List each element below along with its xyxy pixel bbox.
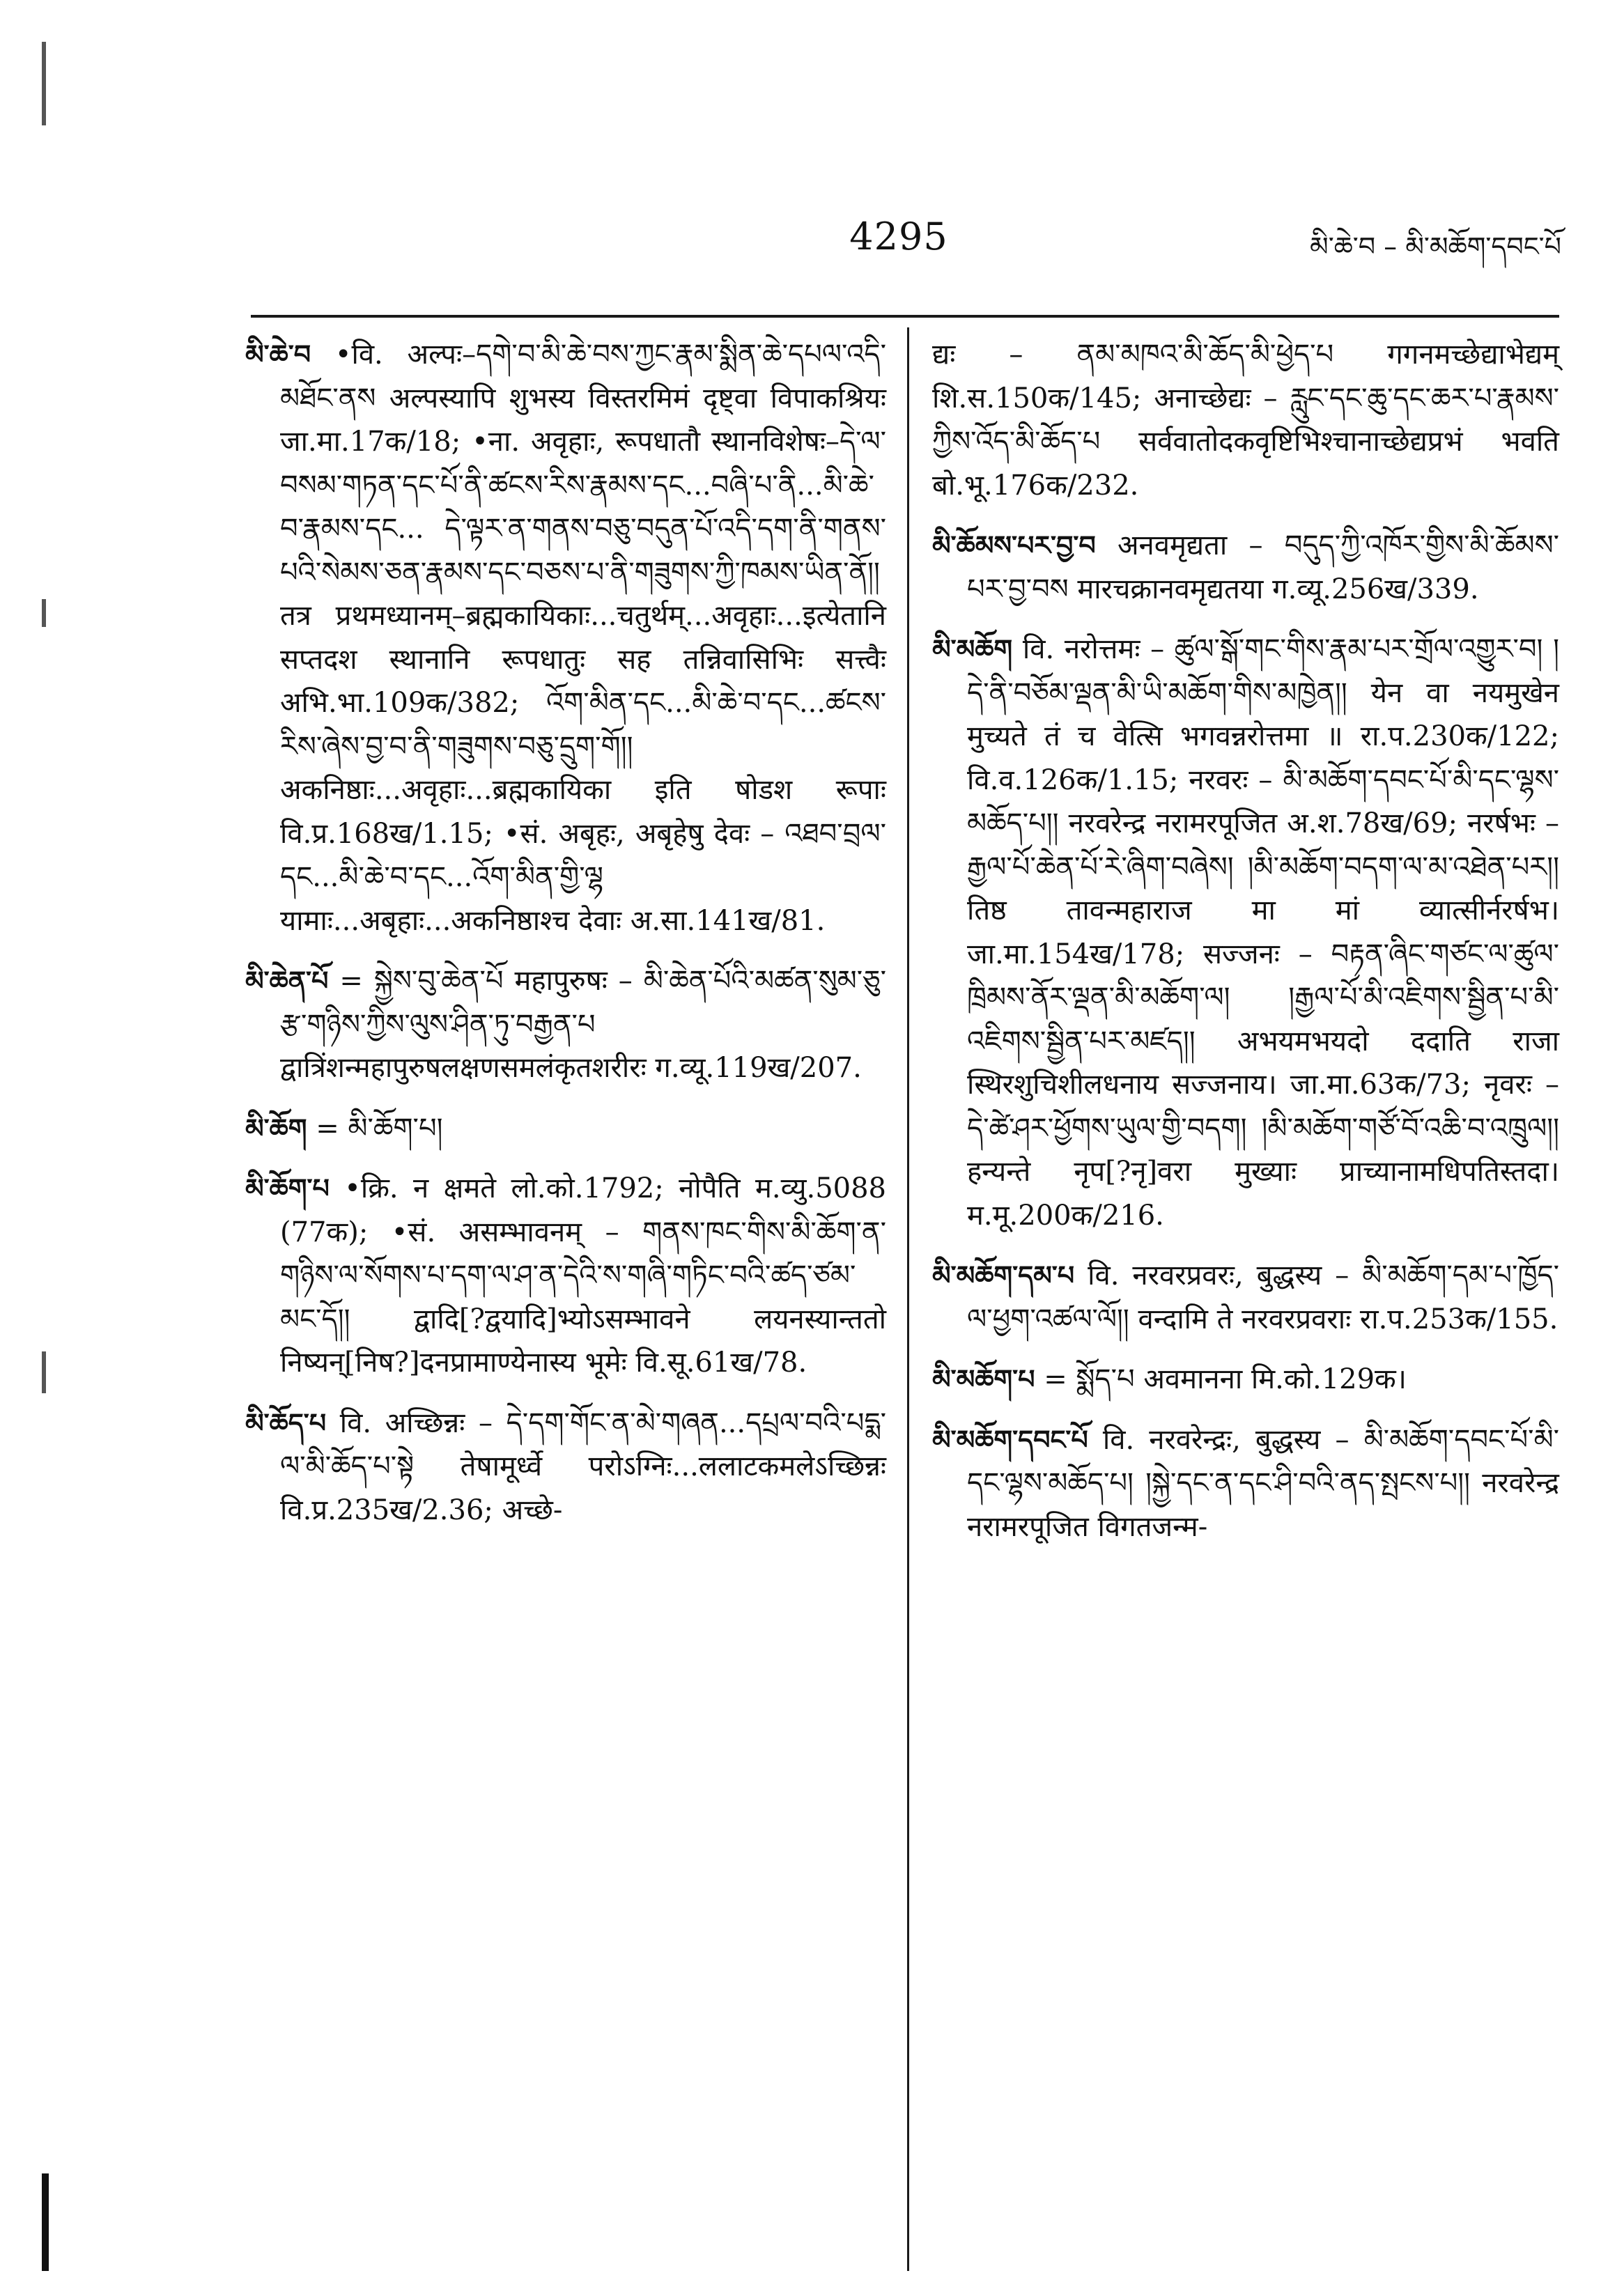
column-divider bbox=[907, 327, 909, 2271]
scan-margin-mark bbox=[42, 42, 46, 125]
entry-headword: མི་མཆོག་དབང་པོ bbox=[932, 1424, 1088, 1455]
entry-headword: མི་ཆེན་པོ bbox=[245, 966, 329, 996]
dictionary-entry-continued bbox=[932, 333, 1559, 507]
page-number: 4295 bbox=[849, 215, 948, 258]
scan-margin-mark bbox=[42, 1351, 46, 1393]
entry-body: = མི་ཆོག་པ། bbox=[316, 1112, 443, 1145]
scan-margin-mark bbox=[42, 599, 46, 627]
entry-headword: མི་ཆེ་བ bbox=[245, 339, 311, 370]
dictionary-entry bbox=[932, 1254, 1559, 1341]
entry-body: = སྐྱེས་བུ་ཆེན་པོ महापुरुषः – མི་ཆེན་པོའི་མཚན་སུམ་ཅུ་རྩ་གཉིས་ཀྱིས་ལུས་ཤིན་ཏུ་བརྒྱན་པ द्वात्रिंशन्महापुरुषलक्षणसमलंकृतशरीरः ग.व्यू.119ख/207. bbox=[280, 965, 886, 1084]
dictionary-entry bbox=[245, 959, 886, 1090]
right-column bbox=[932, 333, 1559, 1565]
entry-body: वि. नरवरेन्द्रः, बुद्धस्य – མི་མཆོག་དབང་པོ་མི་དང་ལྷས་མཆོད་པ། །སྐྱེ་དང་ན་དང་ཤི་བའི་ནད་སྤངས་པ།། नरवरेन्द्र नरामरपूजित विगतजन्म- bbox=[967, 1423, 1559, 1543]
header-rule bbox=[251, 315, 1559, 318]
scan-margin-mark bbox=[42, 2173, 49, 2271]
dictionary-entry bbox=[932, 1358, 1559, 1402]
entry-body: वि. नरोत्तमः – ཚུལ་སྒོ་གང་གིས་རྣམ་པར་གྲོལ་འགྱུར་བ། །དེ་ནི་བཅོམ་ལྡན་མི་ཡི་མཆོག་གིས་མཁྱེན།། येन वा नयमुखेन मुच्यते तं च वेत्सि भगवन्नरोत्तमा ॥ रा.प.230क/122; वि.व.126क/1.15; नरवरः – མི་མཆོག་དབང་པོ་མི་དང་ལྷས་མཆོད་པ།། नरवरेन्द्र नरामरपूजित अ.श.78ख/69; नरर्षभः – རྒྱལ་པོ་ཆེན་པོ་རེ་ཞིག་བཞེས། །མི་མཆོག་བདག་ལ་མ་འཐེན་པར།། तिष्ठ तावन्महाराज मा मां व्यात्सीर्नरर्षभ। जा.मा.154ख/178; सज्जनः – བརྟན་ཞིང་གཙང་ལ་ཚུལ་ཁྲིམས་ནོར་ལྡན་མི་མཆོག་ལ། །རྒྱལ་པོ་མི་འཇིགས་སྦྱིན་པ་མི་འཇིགས་སྦྱིན་པར་མཛད།། अभयमभयदो ददाति राजा स्थिरशुचिशीलधनाय सज्जनाय। जा.मा.63क/73; नृवरः – དེ་ཚེ་ཤར་ཕྱོགས་ཡུལ་གྱི་བདག། །མི་མཆོག་གཙོ་བོ་འཆི་བ་འཁྲུལ།། हन्यन्ते नृप[?नृ]वरा मुख्याः प्राच्यानामधिपतिस्तदा। म.मू.200क/216. bbox=[967, 633, 1559, 1232]
entry-headword: མི་ཆོག་པ bbox=[245, 1173, 330, 1204]
dictionary-entry bbox=[245, 1402, 886, 1533]
entry-headword: མི་མཆོག bbox=[932, 634, 1013, 665]
dictionary-entry bbox=[932, 628, 1559, 1237]
entry-headword: མི་མཆོག་དམ་པ bbox=[932, 1260, 1075, 1291]
entry-body: = སྨོད་པ अवमानना मि.को.129क। bbox=[1044, 1363, 1407, 1395]
dictionary-entry bbox=[245, 333, 886, 943]
left-column bbox=[245, 333, 886, 1549]
entry-body: •वि. अल्पः–དགེ་བ་མི་ཆེ་བས་ཀྱང་རྣམ་སྨིན་ཆེ་དཔལ་འདི་མཐོང་ནས अल्पस्यापि शुभस्य विस्तरमिमं दृष्ट्वा विपाकश्रियः जा.मा.17क/18; •ना. अवृहाः, रूपधातौ स्थानविशेषः–དེ་ལ་བསམ་གཏན་དང་པོ་ནི་ཚངས་རིས་རྣམས་དང...བཞི་པ་ནི...མི་ཆེ་བ་རྣམས་དང... དེ་ལྟར་ན་གནས་བཅུ་བདུན་པོ་འདི་དག་ནི་གནས་པའི་སེམས་ཅན་རྣམས་དང་བཅས་པ་ནི་གཟུགས་ཀྱི་ཁམས་ཡིན་ནོ།། तत्र प्रथमध्यानम्–ब्रह्मकायिकाः...चतुर्थम्...अवृहाः...इत्येतानि सप्तदश स्थानानि रूपधातुः सह तन्निवासिभिः सत्त्वैः अभि.भा.109क/382; འོག་མིན་དང...མི་ཆེ་བ་དང...ཚངས་རིས་ཞེས་བྱ་བ་ནི་གཟུགས་བཅུ་དྲུག་གོ།། अकनिष्ठाः...अवृहाः...ब्रह्मकायिका इति षोडश रूपाः वि.प्र.168ख/1.15; •सं. अबृहः, अबृहेषु देवः – འཐབ་བྲལ་དང...མི་ཆེ་བ་དང...འོག་མིན་གྱི་ལྷ यामाः...अबृहाः...अकनिष्ठाश्च देवाः अ.सा.141ख/81. bbox=[280, 339, 886, 937]
entry-body: वि. नरवरप्रवरः, बुद्धस्य – མི་མཆོག་དམ་པ་ཁྱོད་ལ་ཕྱག་འཚལ་ལོ།། वन्दामि ते नरवरप्रवराः रा.प.253क/155. bbox=[967, 1259, 1559, 1335]
entry-headword: མི་ཆོད་པ bbox=[245, 1407, 327, 1439]
entry-body: अनवमृद्यता – བདུད་ཀྱི་འཁོར་གྱིས་མི་ཆོམས་པར་བྱ་བས मारचक्रानवमृद्यतया ग.व्यू.256ख/339. bbox=[967, 529, 1559, 605]
entry-body: द्यः – ནམ་མཁའ་མི་ཆོད་མི་ཕྱེད་པ गगनमच्छेद्याभेद्यम् शि.स.150क/145; अनाच्छेद्यः – རླུང་དང་ཆུ་དང་ཆར་པ་རྣམས་ཀྱིས་འོད་མི་ཆོད་པ सर्ववातोदकवृष्टिभिश्चानाच्छेद्यप्रभं भवति बो.भू.176क/232. bbox=[932, 339, 1559, 502]
dictionary-entry bbox=[245, 1167, 886, 1385]
dictionary-entry bbox=[932, 524, 1559, 611]
entry-body: वि. अच्छिन्नः – དེ་དག་གོང་ན་མེ་གཞན...དཔྲལ་བའི་པདྨ་ལ་མི་ཆོད་པ་སྟེ तेषामूर्ध्वे परोऽग्निः...ललाटकमलेऽच्छिन्नः वि.प्र.235ख/2.36; अच्छे- bbox=[280, 1406, 886, 1526]
entry-body: •क्रि. न क्षमते लो.को.1792; नोपैति म.व्यु.5088 (77क); •सं. असम्भावनम् – གནས་ཁང་གིས་མི་ཆོག་ན་གཉིས་ལ་སོགས་པ་དག་ལ་ཤ་ན་དེའི་ས་གཞི་གཏིང་བའི་ཚད་ཙམ་མང་དོ།། द्वादि[?द्वयादि]भ्योऽसम्भावने लयनस्यान्ततो निष्यन्[निष?]दनप्रामाण्येनास्य भूमेः वि.सू.61ख/78. bbox=[280, 1172, 887, 1379]
entry-headword: མི་མཆོག་པ bbox=[932, 1364, 1035, 1395]
entry-headword: མི་ཆོམས་པར་བྱ་བ bbox=[932, 530, 1096, 561]
dictionary-entry bbox=[932, 1418, 1559, 1549]
running-head: མི་ཆེ་བ – མི་མཆོག་དབང་པོ bbox=[1310, 231, 1561, 262]
dictionary-entry bbox=[245, 1107, 886, 1151]
entry-headword: མི་ཆོག bbox=[245, 1113, 307, 1144]
